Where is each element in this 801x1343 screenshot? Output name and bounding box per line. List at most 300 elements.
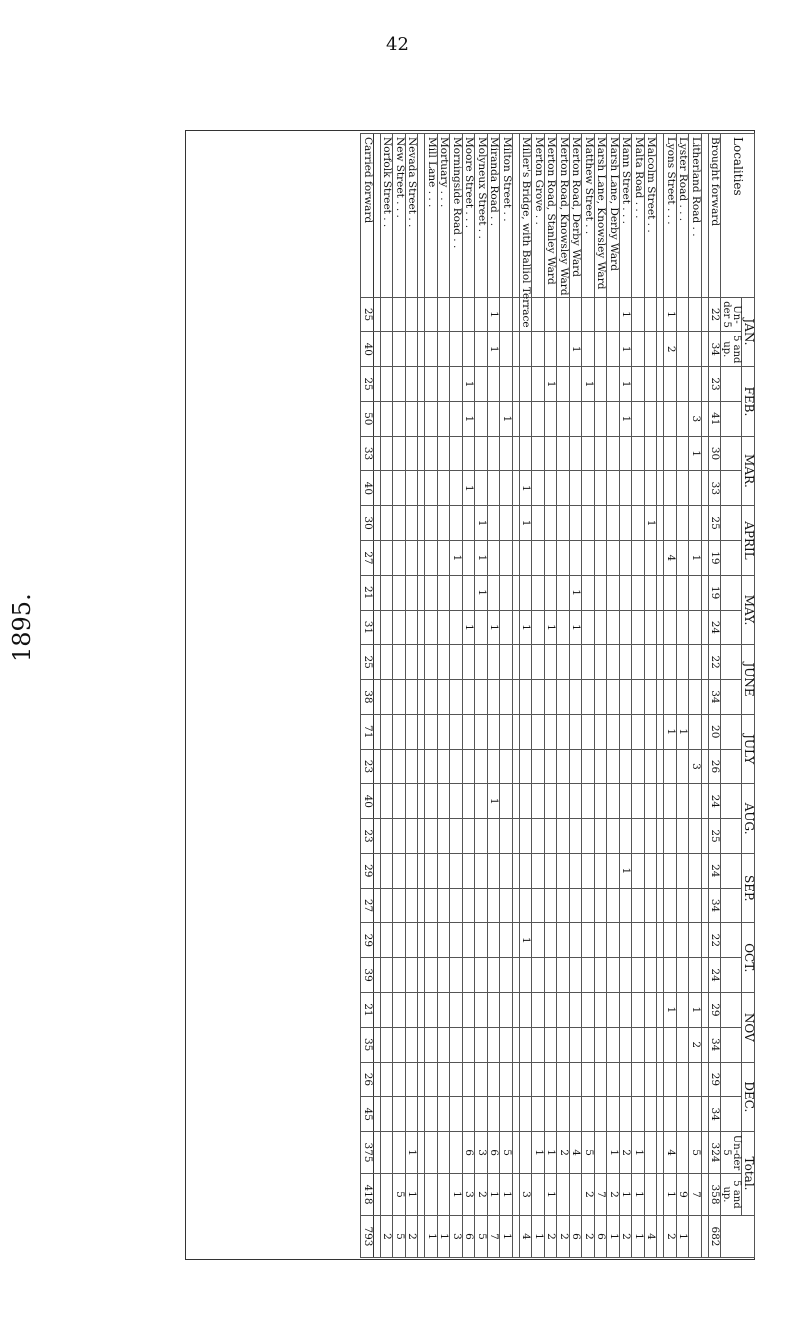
month-count-cell <box>677 819 690 854</box>
month-count-cell <box>532 1097 545 1132</box>
month-count-cell: 40 <box>361 471 374 506</box>
gap-cell <box>374 749 381 784</box>
5-and-up-header <box>721 1097 742 1132</box>
month-count-cell: 25 <box>361 367 374 402</box>
month-count-cell: 1 <box>450 540 463 575</box>
gap-cell <box>702 575 709 610</box>
month-count-cell <box>664 888 677 923</box>
5-and-up-header <box>721 471 742 506</box>
gap-cell <box>418 506 425 541</box>
month-count-cell <box>438 645 451 680</box>
gap-cell <box>513 471 520 506</box>
month-count-cell <box>463 819 476 854</box>
month-count-cell <box>532 993 545 1028</box>
month-count-cell <box>450 506 463 541</box>
total-header: Total. <box>742 1132 755 1216</box>
month-count-cell <box>582 784 595 819</box>
month-count-cell <box>545 401 558 436</box>
table-row <box>475 134 488 1258</box>
month-count-cell <box>607 1097 620 1132</box>
month-count-cell <box>595 958 608 993</box>
gap-cell <box>513 332 520 367</box>
locality-cell: Milton Street . . <box>500 134 513 298</box>
month-header: DEC. <box>742 1062 755 1132</box>
month-count-cell <box>595 1027 608 1062</box>
month-count-cell <box>438 749 451 784</box>
month-count-cell <box>381 680 394 715</box>
month-count-cell <box>463 680 476 715</box>
month-count-cell <box>450 888 463 923</box>
gap-cell <box>374 958 381 993</box>
gap-cell <box>657 888 664 923</box>
month-count-cell <box>545 1097 558 1132</box>
month-count-cell: 1 <box>488 332 501 367</box>
table-row <box>570 134 583 1258</box>
month-count-cell: 1 <box>664 714 677 749</box>
month-count-cell <box>381 575 394 610</box>
gap-cell <box>513 888 520 923</box>
5-and-up-header <box>721 958 742 993</box>
gap-cell <box>418 923 425 958</box>
month-count-cell <box>488 401 501 436</box>
month-count-cell <box>582 1062 595 1097</box>
total-cell: 6 <box>488 1132 501 1174</box>
month-count-cell: 39 <box>361 958 374 993</box>
under-5-header <box>721 853 742 888</box>
month-count-cell <box>520 749 533 784</box>
month-count-cell <box>500 784 513 819</box>
month-count-cell: 23 <box>361 749 374 784</box>
month-count-cell: 34 <box>709 680 722 715</box>
month-count-cell <box>582 436 595 471</box>
month-count-cell <box>664 923 677 958</box>
month-count-cell <box>557 888 570 923</box>
month-count-cell <box>500 1097 513 1132</box>
gap-cell <box>374 923 381 958</box>
month-count-cell <box>381 436 394 471</box>
month-count-cell <box>689 923 702 958</box>
grand-total-cell: 6 <box>570 1215 583 1257</box>
month-count-cell <box>632 610 645 645</box>
month-count-cell <box>582 958 595 993</box>
gap-cell <box>418 610 425 645</box>
month-count-cell <box>488 714 501 749</box>
month-count-cell <box>406 610 419 645</box>
month-count-cell <box>632 645 645 680</box>
month-count-cell <box>595 332 608 367</box>
month-count-cell <box>632 958 645 993</box>
month-count-cell <box>620 958 633 993</box>
month-count-cell <box>425 367 438 402</box>
month-count-cell: 1 <box>664 297 677 332</box>
month-count-cell <box>595 888 608 923</box>
month-count-cell <box>520 1097 533 1132</box>
month-count-cell <box>677 1062 690 1097</box>
month-count-cell <box>545 958 558 993</box>
table-row <box>463 134 476 1258</box>
month-count-cell <box>664 575 677 610</box>
locality-cell: Merton Road, Derby Ward <box>570 134 583 298</box>
grand-total-cell: 2 <box>381 1215 394 1257</box>
gap-cell <box>702 471 709 506</box>
month-count-cell <box>677 610 690 645</box>
month-count-cell <box>450 1062 463 1097</box>
month-count-cell <box>425 575 438 610</box>
month-count-cell: 1 <box>689 993 702 1028</box>
total-cell: 1 <box>406 1174 419 1216</box>
month-count-cell: 1 <box>570 575 583 610</box>
month-count-cell <box>677 645 690 680</box>
gap-cell <box>702 134 709 298</box>
gap-cell <box>657 297 664 332</box>
month-header: MAY. <box>742 575 755 645</box>
gap-cell <box>702 958 709 993</box>
gap-cell <box>374 575 381 610</box>
month-count-cell <box>582 471 595 506</box>
gap-cell <box>657 853 664 888</box>
month-count-cell: 1 <box>645 506 658 541</box>
under-5-header <box>721 506 742 541</box>
gap-cell <box>702 610 709 645</box>
month-count-cell <box>438 819 451 854</box>
gap-cell <box>374 471 381 506</box>
month-count-cell <box>582 888 595 923</box>
month-count-cell <box>475 367 488 402</box>
gap-cell <box>702 1027 709 1062</box>
month-count-cell: 24 <box>709 610 722 645</box>
month-count-cell: 21 <box>361 993 374 1028</box>
month-count-cell <box>632 367 645 402</box>
month-count-cell <box>406 680 419 715</box>
month-count-cell <box>645 1062 658 1097</box>
gap-cell <box>513 575 520 610</box>
month-count-cell: 26 <box>709 749 722 784</box>
gap-cell <box>657 1097 664 1132</box>
gap-cell <box>702 297 709 332</box>
month-header: JAN. <box>742 297 755 367</box>
table-row <box>632 134 645 1258</box>
month-count-cell <box>664 436 677 471</box>
month-count-cell <box>463 645 476 680</box>
gap-cell <box>418 1027 425 1062</box>
table-row <box>488 134 501 1258</box>
month-count-cell <box>425 645 438 680</box>
month-count-cell <box>520 853 533 888</box>
month-count-cell <box>645 540 658 575</box>
month-count-cell <box>664 401 677 436</box>
month-count-cell <box>393 332 406 367</box>
month-count-cell: 29 <box>361 853 374 888</box>
month-count-cell <box>664 680 677 715</box>
month-count-cell <box>381 853 394 888</box>
month-count-cell <box>500 1027 513 1062</box>
month-count-cell <box>488 367 501 402</box>
month-count-cell: 34 <box>709 1097 722 1132</box>
month-count-cell <box>488 1027 501 1062</box>
gap-cell <box>513 1174 520 1216</box>
month-count-cell <box>645 367 658 402</box>
month-count-cell <box>545 680 558 715</box>
month-count-cell <box>632 819 645 854</box>
month-count-cell <box>582 749 595 784</box>
gap-cell <box>702 714 709 749</box>
month-count-cell <box>595 714 608 749</box>
month-count-cell <box>677 749 690 784</box>
month-count-cell <box>677 923 690 958</box>
month-count-cell: 40 <box>361 784 374 819</box>
month-count-cell <box>438 888 451 923</box>
month-count-cell <box>406 436 419 471</box>
month-count-cell <box>425 332 438 367</box>
month-count-cell <box>545 645 558 680</box>
month-count-cell <box>557 923 570 958</box>
month-count-cell <box>607 993 620 1028</box>
month-count-cell: 24 <box>709 784 722 819</box>
month-count-cell <box>475 784 488 819</box>
month-count-cell <box>689 714 702 749</box>
month-count-cell <box>500 367 513 402</box>
month-count-cell <box>475 436 488 471</box>
month-count-cell <box>677 1097 690 1132</box>
month-count-cell <box>677 297 690 332</box>
month-count-cell <box>607 1062 620 1097</box>
month-header: AUG. <box>742 784 755 854</box>
month-count-cell <box>488 749 501 784</box>
month-count-cell <box>582 332 595 367</box>
month-count-cell <box>545 1027 558 1062</box>
month-count-cell <box>393 853 406 888</box>
month-count-cell <box>381 332 394 367</box>
month-count-cell <box>607 680 620 715</box>
month-count-cell: 1 <box>520 923 533 958</box>
gap-cell <box>513 784 520 819</box>
month-count-cell <box>381 1097 394 1132</box>
month-count-cell <box>557 610 570 645</box>
table-row <box>677 134 690 1258</box>
month-count-cell <box>607 575 620 610</box>
month-count-cell <box>463 714 476 749</box>
month-count-cell <box>381 784 394 819</box>
month-count-cell <box>438 1062 451 1097</box>
row-gap <box>657 134 664 1258</box>
gap-cell <box>513 993 520 1028</box>
locality-cell: Lyster Road . . . <box>677 134 690 298</box>
month-count-cell <box>532 540 545 575</box>
total-cell: 5 <box>689 1132 702 1174</box>
month-count-cell <box>632 1027 645 1062</box>
month-count-cell <box>570 749 583 784</box>
gap-cell <box>702 1174 709 1216</box>
gap-cell <box>418 1215 425 1257</box>
total-cell: 5 <box>582 1132 595 1174</box>
month-count-cell: 4 <box>664 540 677 575</box>
month-count-cell <box>582 540 595 575</box>
gap-cell <box>657 436 664 471</box>
month-count-cell <box>450 401 463 436</box>
month-count-cell: 1 <box>664 993 677 1028</box>
total-cell <box>532 1174 545 1216</box>
under-5-header <box>721 436 742 471</box>
gap-cell <box>513 610 520 645</box>
month-count-cell: 23 <box>709 367 722 402</box>
under-5-header <box>721 645 742 680</box>
gap-cell <box>702 1062 709 1097</box>
month-count-cell <box>595 1097 608 1132</box>
month-count-cell <box>450 958 463 993</box>
gap-cell <box>657 819 664 854</box>
grand-total-cell: 4 <box>520 1215 533 1257</box>
total-cell: 9 <box>677 1174 690 1216</box>
month-count-cell <box>381 506 394 541</box>
total-cell <box>438 1174 451 1216</box>
month-count-cell <box>582 506 595 541</box>
month-count-cell <box>381 714 394 749</box>
month-count-cell <box>488 819 501 854</box>
under-5-header <box>721 923 742 958</box>
month-count-cell <box>393 540 406 575</box>
table-row <box>500 134 513 1258</box>
month-count-cell <box>677 471 690 506</box>
month-count-cell <box>532 784 545 819</box>
month-count-cell <box>570 401 583 436</box>
total-cell <box>595 1132 608 1174</box>
header-row-months <box>742 134 755 1258</box>
grand-total-cell: 1 <box>500 1215 513 1257</box>
month-count-cell <box>463 436 476 471</box>
total-cell <box>438 1132 451 1174</box>
month-count-cell <box>689 784 702 819</box>
month-count-cell <box>689 506 702 541</box>
month-count-cell <box>545 1062 558 1097</box>
table-row <box>450 134 463 1258</box>
gap-cell <box>702 401 709 436</box>
5-and-up-header <box>721 401 742 436</box>
month-count-cell <box>500 1062 513 1097</box>
month-count-cell <box>677 993 690 1028</box>
locality-cell: Brought forward <box>709 134 722 298</box>
month-count-cell <box>632 436 645 471</box>
month-count-cell: 1 <box>520 471 533 506</box>
gap-cell <box>513 1132 520 1174</box>
month-count-cell: 41 <box>709 401 722 436</box>
month-count-cell: 29 <box>361 923 374 958</box>
total-cell: 1 <box>545 1174 558 1216</box>
month-count-cell <box>463 506 476 541</box>
month-count-cell <box>450 575 463 610</box>
month-count-cell <box>381 610 394 645</box>
month-count-cell <box>595 367 608 402</box>
total-under-5-header: Un-der 5 <box>721 1132 742 1174</box>
month-header: OCT. <box>742 923 755 993</box>
month-count-cell: 30 <box>361 506 374 541</box>
gap-cell <box>418 1132 425 1174</box>
gap-cell <box>702 923 709 958</box>
month-count-cell <box>463 1062 476 1097</box>
month-count-cell <box>545 575 558 610</box>
month-count-cell <box>532 436 545 471</box>
month-count-cell <box>570 297 583 332</box>
month-count-cell <box>557 471 570 506</box>
total-cell: 1 <box>488 1174 501 1216</box>
total-cell: 418 <box>361 1174 374 1216</box>
month-count-cell <box>677 506 690 541</box>
month-count-cell <box>475 819 488 854</box>
month-count-cell <box>620 819 633 854</box>
gap-cell <box>418 297 425 332</box>
total-cell: 7 <box>595 1174 608 1216</box>
gap-cell <box>374 367 381 402</box>
month-count-cell: 2 <box>689 1027 702 1062</box>
month-count-cell <box>425 958 438 993</box>
gap-cell <box>374 1097 381 1132</box>
month-count-cell <box>381 819 394 854</box>
total-cell <box>677 1132 690 1174</box>
locality-cell: Merton Grove . . <box>532 134 545 298</box>
month-count-cell <box>406 297 419 332</box>
month-count-cell <box>393 958 406 993</box>
rotated-table-container <box>190 133 755 1258</box>
table-row <box>406 134 419 1258</box>
month-count-cell <box>689 853 702 888</box>
month-count-cell <box>532 1062 545 1097</box>
month-count-cell <box>595 819 608 854</box>
month-count-cell <box>645 888 658 923</box>
table-row <box>595 134 608 1258</box>
month-count-cell <box>645 575 658 610</box>
month-count-cell <box>475 749 488 784</box>
month-count-cell <box>677 784 690 819</box>
month-count-cell <box>450 645 463 680</box>
month-count-cell <box>632 1062 645 1097</box>
month-header: MAR. <box>742 436 755 506</box>
gap-cell <box>374 993 381 1028</box>
month-count-cell: 20 <box>709 714 722 749</box>
month-count-cell <box>545 784 558 819</box>
total-cell: 2 <box>475 1174 488 1216</box>
month-count-cell <box>450 680 463 715</box>
month-count-cell <box>664 1097 677 1132</box>
gap-cell <box>374 540 381 575</box>
gap-cell <box>702 784 709 819</box>
month-count-cell <box>595 610 608 645</box>
month-count-cell <box>664 1027 677 1062</box>
header-row-age-groups <box>721 134 742 1258</box>
month-count-cell <box>520 993 533 1028</box>
gap-cell <box>374 784 381 819</box>
month-count-cell <box>500 540 513 575</box>
month-count-cell <box>570 436 583 471</box>
month-count-cell <box>677 436 690 471</box>
month-count-cell: 1 <box>545 367 558 402</box>
month-count-cell <box>520 645 533 680</box>
month-count-cell <box>475 401 488 436</box>
gap-cell <box>418 1097 425 1132</box>
month-count-cell <box>620 784 633 819</box>
under-5-header <box>721 714 742 749</box>
month-count-cell <box>381 749 394 784</box>
month-count-cell <box>475 958 488 993</box>
month-count-cell <box>532 923 545 958</box>
month-count-cell <box>520 784 533 819</box>
month-count-cell <box>500 958 513 993</box>
month-count-cell <box>450 436 463 471</box>
month-count-cell <box>450 923 463 958</box>
month-count-cell <box>406 923 419 958</box>
month-count-cell <box>475 645 488 680</box>
month-count-cell <box>425 1062 438 1097</box>
gap-cell <box>513 714 520 749</box>
gap-cell <box>657 1174 664 1216</box>
